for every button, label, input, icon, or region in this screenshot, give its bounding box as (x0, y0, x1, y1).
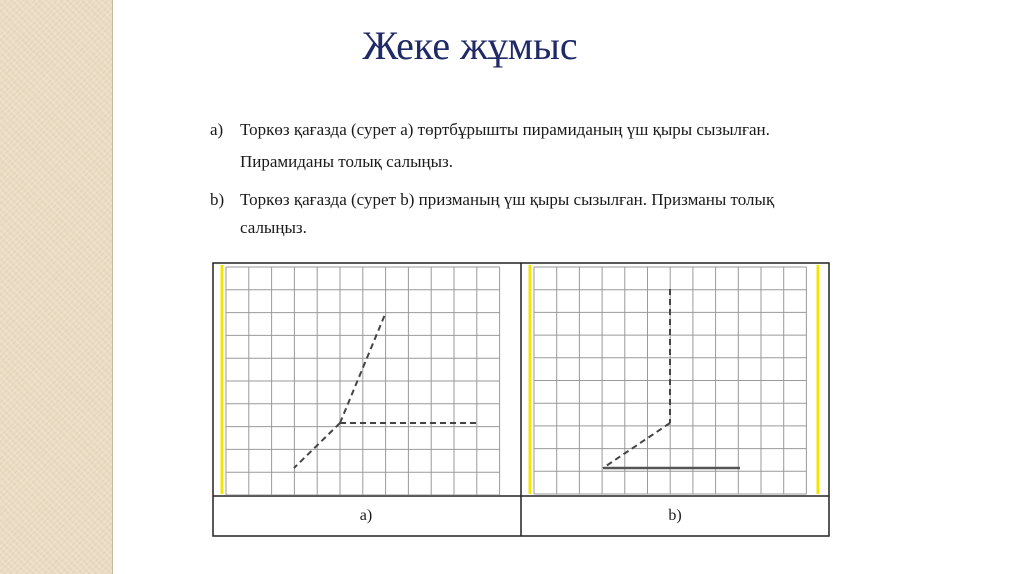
grid-figures-table (212, 262, 830, 537)
task-a (210, 114, 830, 178)
task-a-letter: a) (210, 120, 224, 139)
side-divider (112, 0, 113, 574)
task-a-text: Торкөз қағазда (сурет а) төртбұрышты пирамиданың үш қыры сызылған. Пирамиданы толық салыңыз. (240, 120, 770, 171)
figure-a-caption: а) (359, 507, 373, 524)
task-b-letter: b) (210, 190, 225, 209)
task-b (210, 186, 830, 242)
slide-title: Жеке жұмыс (362, 23, 578, 68)
figure-b-caption: b) (668, 507, 682, 524)
task-b-text: Торкөз қағазда (сурет b) призманың үш қыры сызылған. Призманы толық салыңыз. (240, 190, 775, 237)
decorative-side-strip (0, 0, 112, 574)
